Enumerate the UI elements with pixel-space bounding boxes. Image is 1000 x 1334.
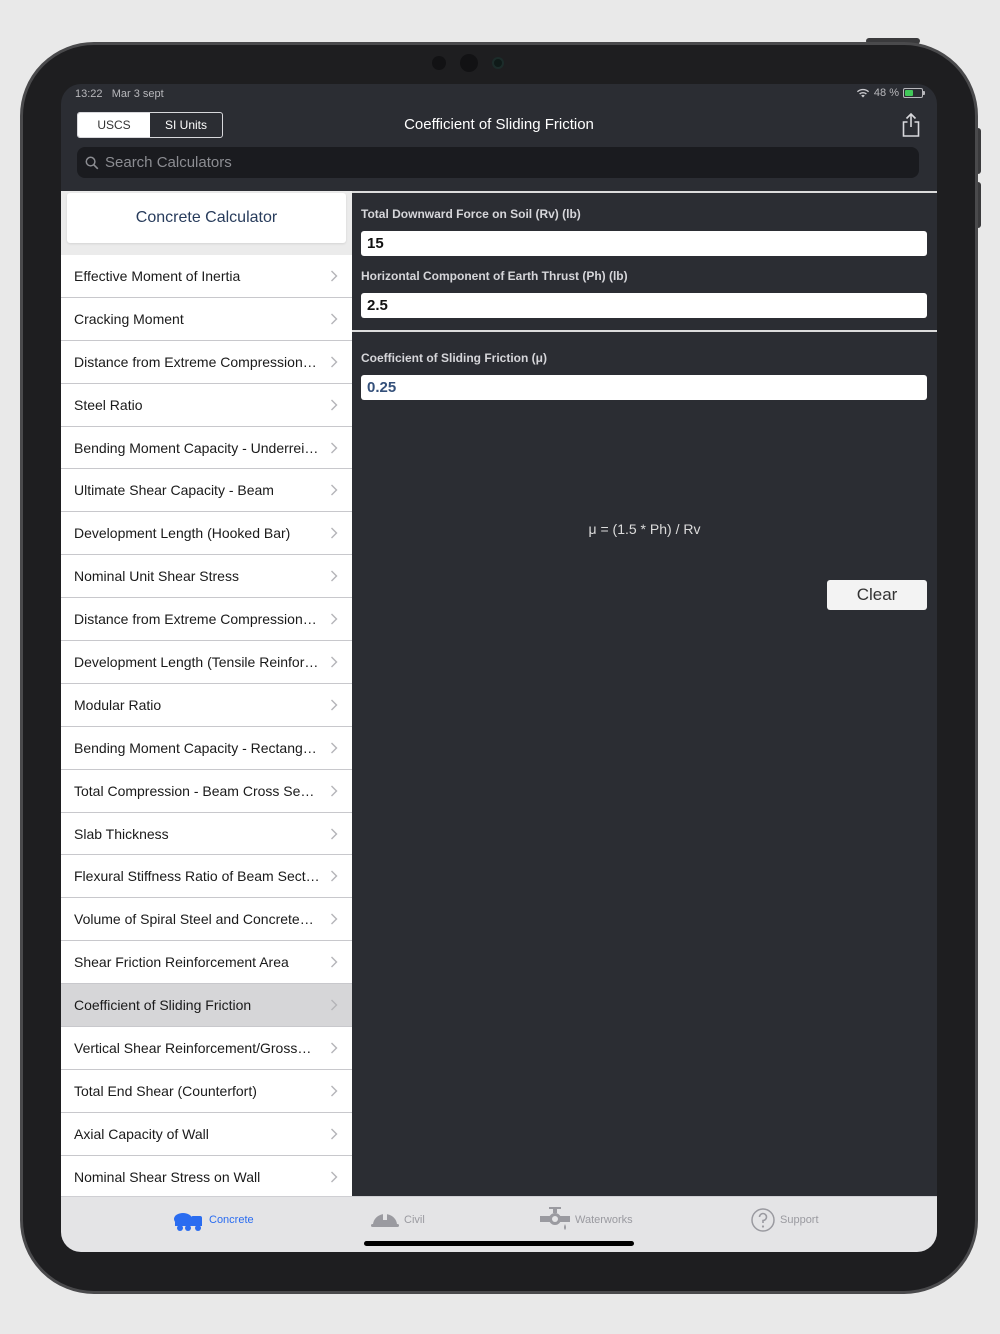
list-item[interactable] bbox=[61, 469, 352, 512]
list-item[interactable] bbox=[61, 298, 352, 341]
chevron-right-icon bbox=[330, 570, 338, 582]
wifi-icon bbox=[856, 88, 870, 98]
list-item-label: Total End Shear (Counterfort) bbox=[74, 1082, 257, 1099]
share-icon bbox=[901, 112, 921, 138]
search-icon bbox=[85, 156, 99, 170]
status-bar bbox=[61, 84, 937, 104]
list-item-label: Development Length (Tensile Reinfor… bbox=[74, 653, 319, 670]
chevron-right-icon bbox=[330, 613, 338, 625]
chevron-right-icon bbox=[330, 313, 338, 325]
list-item[interactable] bbox=[61, 855, 352, 898]
tab-label: Support bbox=[780, 1214, 819, 1226]
question-circle-icon bbox=[750, 1207, 776, 1233]
search-bar[interactable] bbox=[77, 147, 919, 178]
list-item-label: Slab Thickness bbox=[74, 825, 169, 842]
chevron-right-icon bbox=[330, 399, 338, 411]
list-item[interactable] bbox=[61, 1027, 352, 1070]
tab-civil[interactable] bbox=[370, 1207, 425, 1233]
concrete-calculator-button[interactable]: Concrete Calculator bbox=[67, 193, 346, 243]
tab-support[interactable] bbox=[750, 1207, 819, 1233]
tab-label: Waterworks bbox=[575, 1214, 633, 1226]
calculator-detail-panel bbox=[352, 191, 937, 1196]
rv-label: Total Downward Force on Soil (Rv) (lb) bbox=[361, 207, 581, 221]
chevron-right-icon bbox=[330, 999, 338, 1011]
share-button[interactable] bbox=[901, 112, 921, 138]
calculator-list-sidebar bbox=[61, 191, 352, 1196]
list-item[interactable] bbox=[61, 1156, 352, 1196]
chevron-right-icon bbox=[330, 1128, 338, 1140]
rv-input[interactable] bbox=[361, 231, 927, 256]
status-time: 13:22 Mar 3 sept bbox=[75, 88, 164, 100]
list-item-label: Total Compression - Beam Cross Se… bbox=[74, 782, 315, 799]
result-divider bbox=[352, 330, 937, 332]
list-item[interactable] bbox=[61, 255, 352, 298]
list-item-label: Nominal Shear Stress on Wall bbox=[74, 1168, 261, 1185]
list-item[interactable] bbox=[61, 813, 352, 856]
list-item-label: Distance from Extreme Compression… bbox=[74, 611, 317, 628]
list-item[interactable] bbox=[61, 555, 352, 598]
tab-label: Concrete bbox=[209, 1214, 254, 1226]
battery-percent: 48 % bbox=[873, 87, 899, 99]
list-item[interactable] bbox=[61, 984, 352, 1027]
sidebar-header bbox=[61, 191, 352, 255]
battery-icon bbox=[903, 88, 923, 98]
tab-label: Civil bbox=[404, 1214, 425, 1226]
list-item-label: Coefficient of Sliding Friction bbox=[74, 997, 252, 1014]
list-item-label: Flexural Stiffness Ratio of Beam Sect… bbox=[74, 868, 320, 885]
list-item[interactable] bbox=[61, 598, 352, 641]
chevron-right-icon bbox=[330, 270, 338, 282]
chevron-right-icon bbox=[330, 956, 338, 968]
list-item[interactable] bbox=[61, 427, 352, 470]
list-item-label: Nominal Unit Shear Stress bbox=[74, 568, 239, 585]
list-item[interactable] bbox=[61, 641, 352, 684]
chevron-right-icon bbox=[330, 1042, 338, 1054]
home-indicator bbox=[364, 1241, 634, 1246]
sensor bbox=[460, 54, 478, 72]
units-option-si-units[interactable]: SI Units bbox=[164, 118, 207, 132]
concrete-truck-icon bbox=[173, 1208, 205, 1232]
list-item-label: Effective Moment of Inertia bbox=[74, 267, 241, 284]
top-divider bbox=[352, 191, 937, 193]
chevron-right-icon bbox=[330, 742, 338, 754]
list-item-label: Vertical Shear Reinforcement/Gross… bbox=[74, 1039, 312, 1056]
chevron-right-icon bbox=[330, 1171, 338, 1183]
chevron-right-icon bbox=[330, 699, 338, 711]
tab-concrete[interactable] bbox=[173, 1207, 254, 1233]
chevron-right-icon bbox=[330, 442, 338, 454]
chevron-right-icon bbox=[330, 913, 338, 925]
list-item-label: Bending Moment Capacity - Underrei… bbox=[74, 439, 319, 456]
chevron-right-icon bbox=[330, 1085, 338, 1097]
result-output bbox=[361, 375, 927, 400]
list-item[interactable] bbox=[61, 684, 352, 727]
list-item-label: Cracking Moment bbox=[74, 310, 184, 327]
chevron-right-icon bbox=[330, 484, 338, 496]
chevron-right-icon bbox=[330, 356, 338, 368]
list-item[interactable] bbox=[61, 898, 352, 941]
list-item[interactable] bbox=[61, 1113, 352, 1156]
ph-label: Horizontal Component of Earth Thrust (Ph) (lb) bbox=[361, 269, 628, 283]
list-item[interactable] bbox=[61, 941, 352, 984]
chevron-right-icon bbox=[330, 527, 338, 539]
list-item[interactable] bbox=[61, 770, 352, 813]
list-item-label: Development Length (Hooked Bar) bbox=[74, 525, 291, 542]
chevron-right-icon bbox=[330, 785, 338, 797]
tab-waterworks[interactable] bbox=[539, 1207, 633, 1233]
units-segmented-control[interactable] bbox=[77, 112, 223, 138]
chevron-right-icon bbox=[330, 656, 338, 668]
list-item-label: Ultimate Shear Capacity - Beam bbox=[74, 482, 274, 499]
list-item-label: Modular Ratio bbox=[74, 696, 162, 713]
ph-input[interactable] bbox=[361, 293, 927, 318]
hard-hat-icon bbox=[370, 1208, 400, 1232]
list-item[interactable] bbox=[61, 1070, 352, 1113]
result-label: Coefficient of Sliding Friction (μ) bbox=[361, 351, 547, 365]
sensor bbox=[432, 56, 446, 70]
list-item-label: Axial Capacity of Wall bbox=[74, 1125, 209, 1142]
list-item[interactable] bbox=[61, 341, 352, 384]
front-camera bbox=[492, 57, 504, 69]
formula-text: μ = (1.5 * Ph) / Rv bbox=[588, 521, 701, 537]
list-item[interactable] bbox=[61, 384, 352, 427]
list-item[interactable] bbox=[61, 727, 352, 770]
list-item-label: Shear Friction Reinforcement Area bbox=[74, 954, 289, 971]
calculator-list bbox=[61, 255, 352, 1196]
app-screen bbox=[61, 84, 937, 1252]
list-item-label: Bending Moment Capacity - Rectang… bbox=[74, 739, 317, 756]
list-item[interactable] bbox=[61, 512, 352, 555]
chevron-right-icon bbox=[330, 870, 338, 882]
units-option-uscs[interactable]: USCS bbox=[78, 113, 150, 137]
clear-button[interactable]: Clear bbox=[827, 580, 927, 610]
list-item-label: Volume of Spiral Steel and Concrete… bbox=[74, 911, 314, 928]
list-item-label: Distance from Extreme Compression… bbox=[74, 353, 317, 370]
water-valve-icon bbox=[539, 1207, 571, 1233]
search-input[interactable] bbox=[105, 154, 885, 171]
chevron-right-icon bbox=[330, 828, 338, 840]
list-item-label: Steel Ratio bbox=[74, 396, 143, 413]
page-title: Coefficient of Sliding Friction bbox=[404, 116, 594, 133]
